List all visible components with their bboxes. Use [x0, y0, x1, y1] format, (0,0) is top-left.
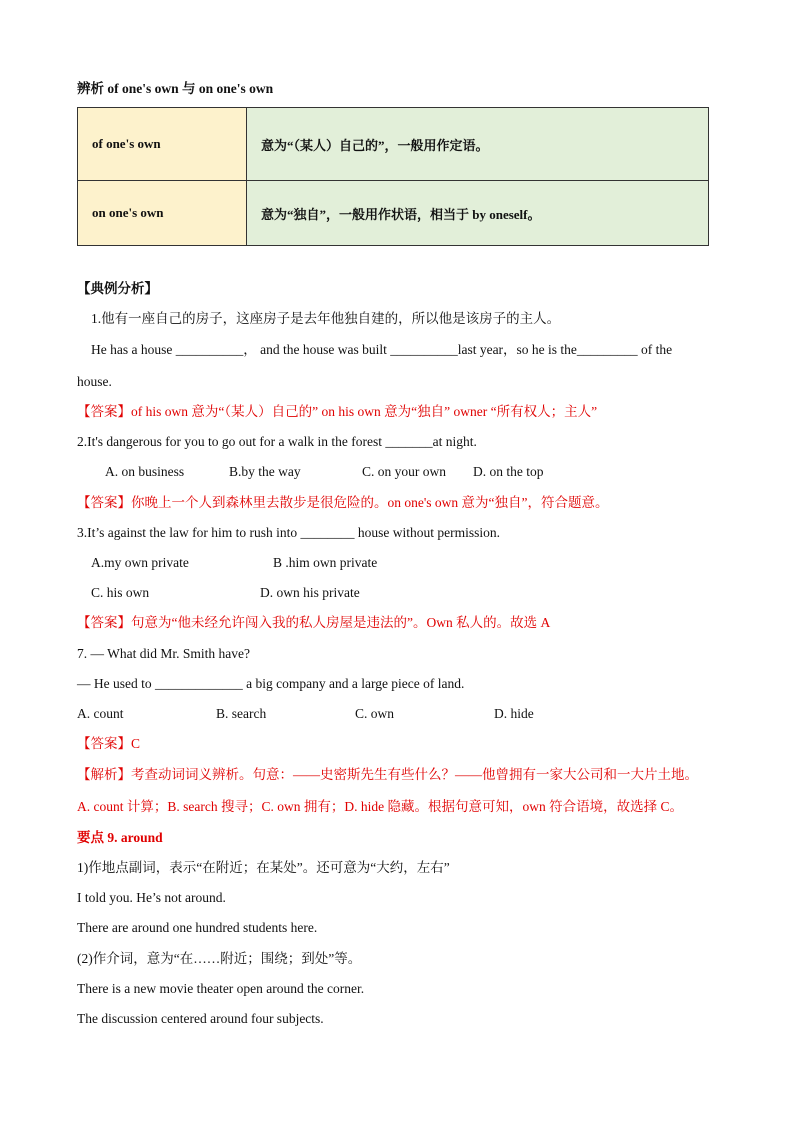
point9-line1: 1)作地点副词，表示“在附近；在某处”。还可意为“大约，左右”	[77, 860, 450, 875]
point9-line4: (2)作介词，意为“在……附近；围绕；到处”等。	[77, 951, 362, 966]
table-desc-cell: 意为“独自”，一般用作状语，相当于 by oneself。	[247, 181, 709, 246]
q2-option-a: A. on business	[105, 464, 185, 479]
q1-answer: 【答案】of his own 意为“（某人）自己的” on his own 意为“独自” owner “所有权人；主人”	[77, 404, 598, 419]
point9-line5: There is a new movie theater open around the corner.	[77, 981, 365, 996]
q2-answer: 【答案】你晚上一个人到森林里去散步是很危险的。on one's own 意为“独自”，符合题意。	[77, 495, 609, 510]
table-term-cell: of one's own	[78, 108, 247, 181]
q1-english-line1: He has a house __________， and the house was built __________last year，so he is the_________ of the	[91, 342, 673, 357]
q3-option-a: A.my own private	[91, 555, 189, 570]
point9-line2: I told you. He’s not around.	[77, 890, 226, 905]
section-heading: 辨析 of one's own 与 on one's own	[77, 81, 274, 96]
q2-option-c: C. on your own	[362, 464, 446, 479]
table-term-cell: on one's own	[78, 181, 247, 246]
q3-option-c: C. his own	[91, 585, 150, 600]
q3-option-d: D. own his private	[260, 585, 360, 600]
q7-answer: 【答案】C	[77, 736, 141, 751]
q2-option-d: D. on the top	[473, 464, 544, 479]
q1-english-line2: house.	[77, 374, 112, 389]
comparison-table	[77, 107, 709, 246]
q3-option-b: B .him own private	[273, 555, 378, 570]
q7-line2: — He used to _____________ a big company and a large piece of land.	[77, 676, 465, 691]
q1-chinese: 1.他有一座自己的房子，这座房子是去年他独自建的，所以他是该房子的主人。	[91, 311, 561, 326]
table-desc-cell: 意为“（某人）自己的”，一般用作定语。	[247, 108, 709, 181]
table-row	[78, 181, 709, 246]
q3-answer: 【答案】句意为“他未经允许闯入我的私人房屋是违法的”。Own 私人的。故选 A	[77, 615, 551, 630]
point9-title: 要点 9. around	[77, 830, 163, 845]
q2-option-b: B.by the way	[229, 464, 301, 479]
q7-option-d: D. hide	[494, 706, 534, 721]
point9-line6: The discussion centered around four subjects.	[77, 1011, 324, 1026]
q7-analysis-line2: A. count 计算；B. search 搜寻；C. own 拥有；D. hide 隐藏。根据句意可知，own 符合语境，故选择 C。	[77, 799, 683, 814]
q7-option-c: C. own	[355, 706, 395, 721]
example-section-title: 【典例分析】	[77, 281, 158, 296]
q3-question: 3.It’s against the law for him to rush into ________ house without permission.	[77, 525, 500, 540]
q2-question: 2.It's dangerous for you to go out for a walk in the forest _______at night.	[77, 434, 477, 449]
q7-option-a: A. count	[77, 706, 124, 721]
table-row	[78, 108, 709, 181]
q7-question: 7. — What did Mr. Smith have?	[77, 646, 250, 661]
q7-option-b: B. search	[216, 706, 267, 721]
point9-line3: There are around one hundred students here.	[77, 920, 318, 935]
q7-analysis-line1: 【解析】考查动词词义辨析。句意：——史密斯先生有些什么？——他曾拥有一家大公司和一大片土地。	[77, 767, 698, 782]
